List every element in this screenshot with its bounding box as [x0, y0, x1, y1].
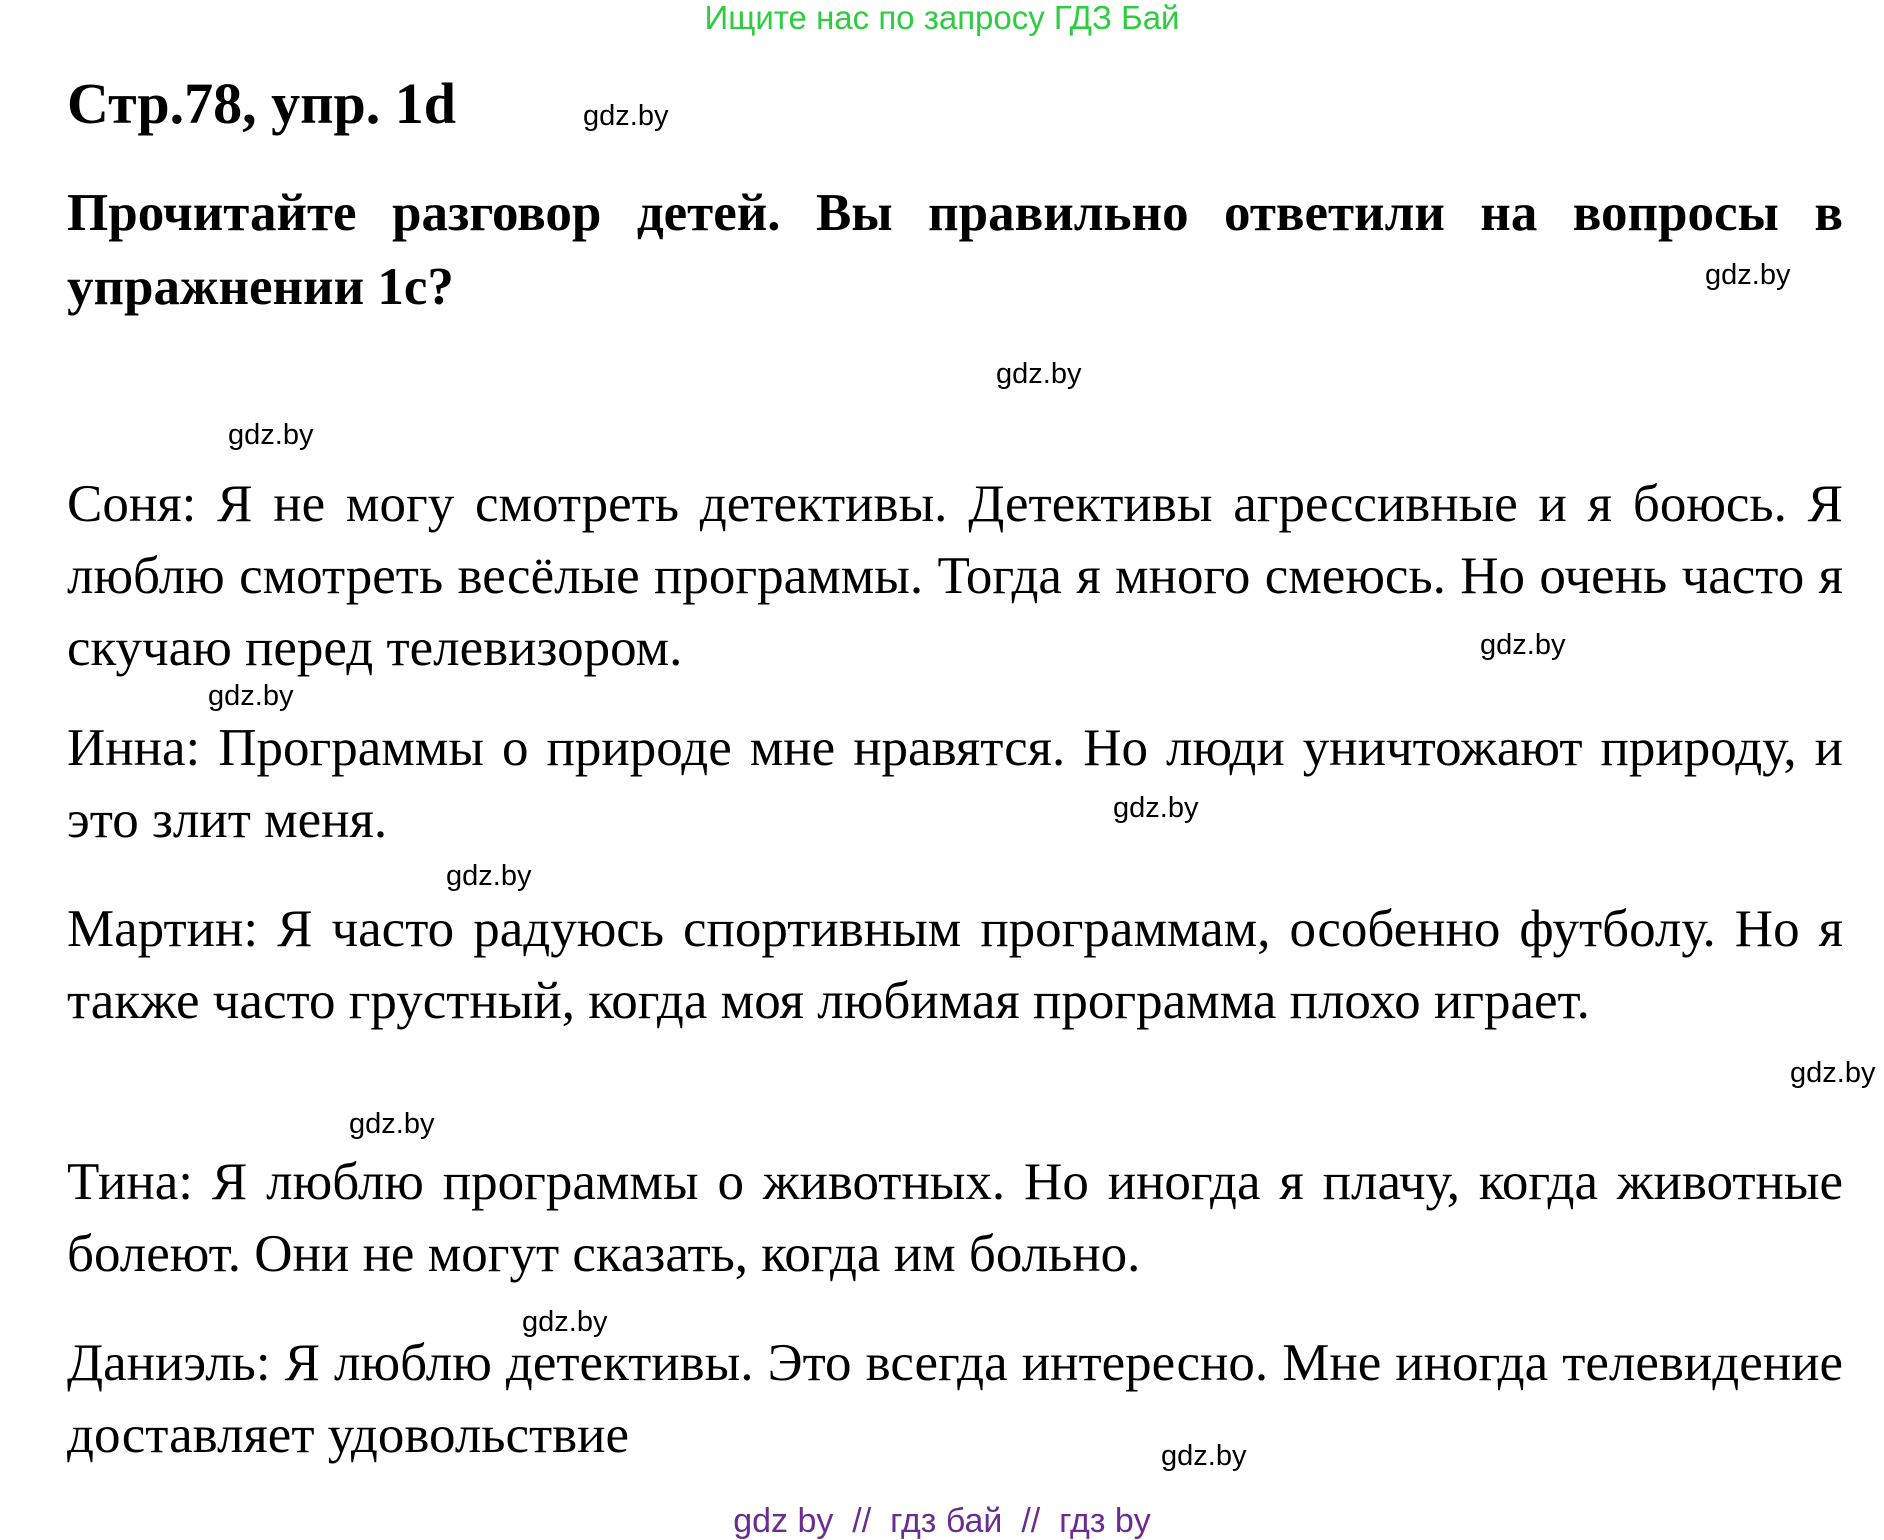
footer-watermark: gdz by // гдз бай // гдз by [733, 1502, 1151, 1540]
paragraph-daniel: Даниэль: Я люблю детективы. Это всегда интересно. Мне иногда телевидение доставляет удовольствие [67, 1334, 1843, 1464]
watermark: gdz.by [1113, 792, 1199, 824]
paragraph-inna: Инна: Программы о природе мне нравятся. Но люди уничтожают природу, и это злит меня. [67, 719, 1843, 849]
watermark: gdz.by [349, 1108, 435, 1140]
page-title: Стр.78, упр. 1d [67, 71, 457, 136]
paragraph-sonya: Соня: Я не могу смотреть детективы. Детективы агрессивные и я боюсь. Я люблю смотреть весёлые программы. Тогда я много смеюсь. Но очень часто я скучаю перед телевизором. [67, 475, 1843, 677]
watermark: gdz.by [228, 419, 314, 451]
watermark: gdz.by [1161, 1440, 1247, 1472]
watermark: gdz.by [522, 1306, 608, 1338]
watermark: gdz.by [446, 860, 532, 892]
paragraph-martin: Мартин: Я часто радуюсь спортивным программам, особенно футболу. Но я также часто грустный, когда моя любимая программа плохо играет. [67, 900, 1843, 1030]
paragraph-tina: Тина: Я люблю программы о животных. Но иногда я плачу, когда животные болеют. Они не могут сказать, когда им больно. [67, 1153, 1843, 1283]
watermark: gdz.by [996, 358, 1082, 390]
watermark: gdz.by [1705, 259, 1791, 291]
watermark: gdz.by [1790, 1057, 1876, 1089]
watermark: gdz.by [1480, 629, 1566, 661]
watermark: gdz.by [208, 680, 294, 712]
watermark: gdz.by [583, 100, 669, 132]
top-banner: Ищите нас по запросу ГДЗ Бай [704, 0, 1180, 36]
task-instruction: Прочитайте разговор детей. Вы правильно ответили на вопросы в упражнении 1c? [67, 184, 1843, 316]
